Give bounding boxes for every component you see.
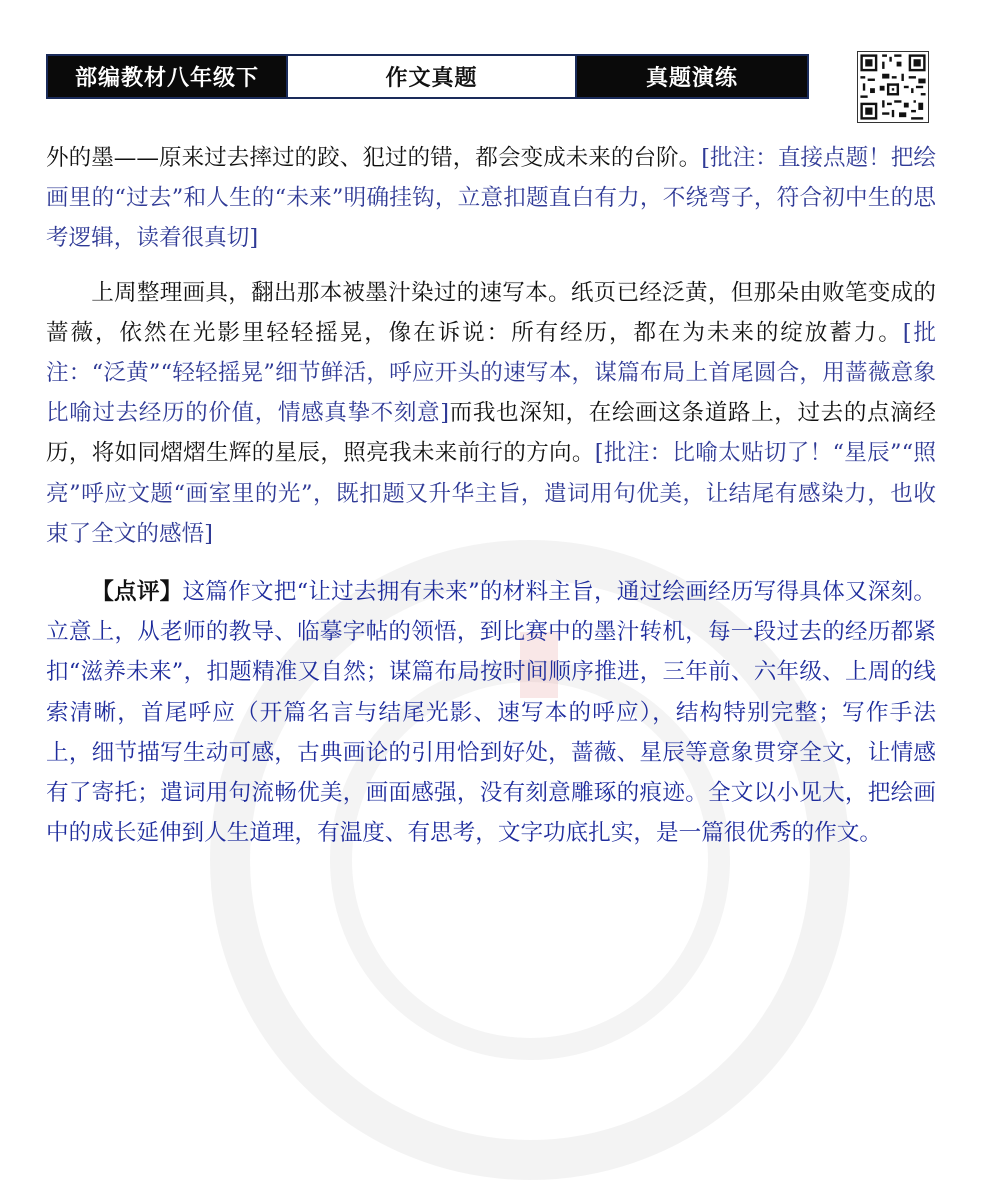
review-text: 这篇作文把“让过去拥有未来”的材料主旨，通过绘画经历写得具体又深刻。立意上，从老师的教导、临摹字帖的领悟，到比赛中的墨汁转机，每一段过去的经历都紧扣“滋养未来”，扣题精准又自然；谋篇布局按时间顺序推进，三年前、六年级、上周的线索清晰，首尾呼应（开篇名言与结尾光影、速写本的呼应），结构特别完整；写作手法上，细节描写生动可感，古典画论的引用恰到好处，蔷薇、星辰等意象贯穿全文，让情感有了寄托；遣词用句流畅优美，画面感强，没有刻意雕琢的痕迹。全文以小见大，把绘画中的成长延伸到人生道理，有温度、有思考，文字功底扎实，是一篇很优秀的作文。 xyxy=(46,579,936,847)
header-bar xyxy=(46,54,809,99)
paragraph-1-annotation: [批注：直接点题！把绘画里的“过去”和人生的“未来”明确挂钩，立意扣题直白有力，不绕弯子，符合初中生的思考逻辑，读着很真切] xyxy=(46,145,936,252)
paragraph-2 xyxy=(46,273,936,554)
qr-code-icon xyxy=(857,51,929,123)
paragraph-2-annotation-2: [批注：比喻太贴切了！“星辰”“照亮”呼应文题“画室里的光”，既扣题又升华主旨，遣词用句优美，让结尾有感染力，也收束了全文的感悟] xyxy=(46,440,936,547)
paragraph-2-annotation: [批注：“泛黄”“轻轻摇晃”细节鲜活，呼应开头的速写本，谋篇布局上首尾圆合，用蔷薇意象比喻过去经历的价值，情感真挚不刻意] xyxy=(46,319,936,427)
header-title: 作文真题 xyxy=(286,56,577,97)
header-practice-label: 真题演练 xyxy=(577,56,807,97)
paragraph-2-text: 上周整理画具，翻出那本被墨汁染过的速写本。纸页已经泛黄，但那朵由败笔变成的蔷薇，依然在光影里轻轻摇晃，像在诉说：所有经历，都在为未来的绽放蓄力。 xyxy=(46,279,936,346)
review-paragraph xyxy=(46,572,936,853)
qr-code-graphic xyxy=(858,52,928,122)
paragraph-2-text-continued: 而我也深知，在绘画这条道路上，过去的点滴经历，将如同熠熠生辉的星辰，照亮我未来前行的方向。 xyxy=(46,400,936,467)
paragraph-1 xyxy=(46,138,936,259)
review-label: 【点评】 xyxy=(91,579,183,606)
essay-content xyxy=(46,138,936,853)
paragraph-1-text: 外的墨——原来过去摔过的跤、犯过的错，都会变成未来的台阶。 xyxy=(46,145,702,171)
header-grade-label: 部编教材八年级下 xyxy=(48,56,286,97)
